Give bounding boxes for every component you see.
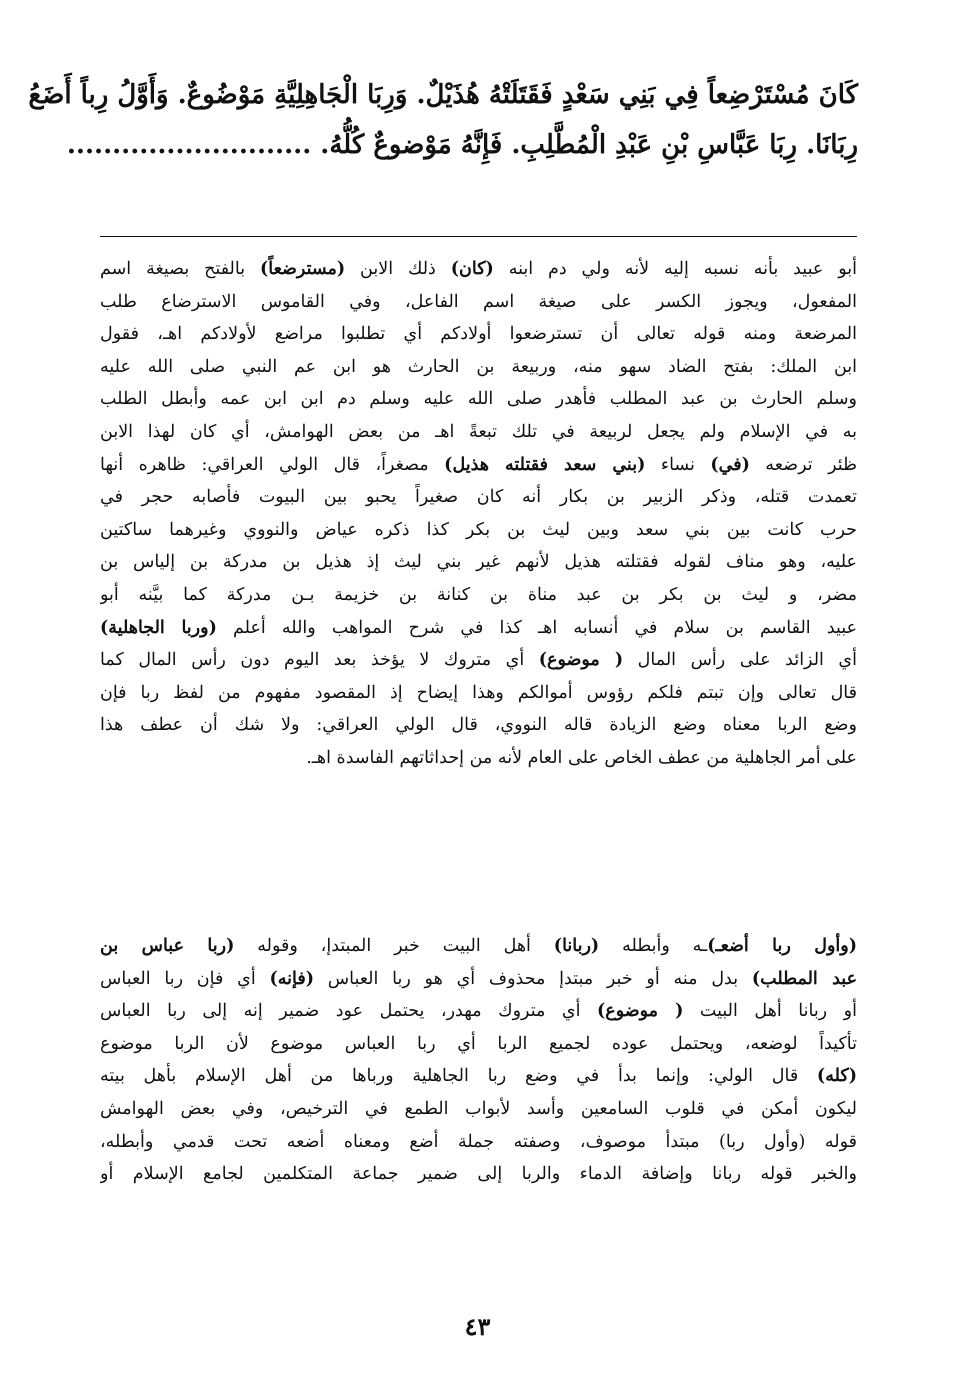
bold-quote-segment: ( موضوع) [538, 650, 624, 671]
text-segment: بالفتح بصيغة اسم [100, 259, 260, 279]
bold-quote-segment: (وربا الجاهلية) [100, 617, 217, 638]
bold-quote-segment: (وأول ربا أضعـ) [707, 936, 857, 956]
text-segment: ـه وأبطله [599, 936, 708, 956]
text-segment: عليه، وهو مناف لقوله فقتلته هذيل لأنهم غير بني ليث إذ هذيل بن مدركة بن إلياس بن [100, 552, 857, 573]
text-segment: أي الزائد على رأس المال [623, 650, 857, 671]
text-segment: وسلم الحارث بن عبد المطلب فأهدر صلى الله عليه وسلم دم ابن ابن عمه وأبطل الطلب [100, 389, 857, 410]
text-line [28, 70, 858, 120]
text-segment: عبيد القاسم بن سلام في أنسابه اهـ كذا في شرح المواهب والله أعلم [216, 617, 857, 638]
text-segment: رِبَانَا. رِبَا عَبَّاسِ بْنِ عَبْدِ الْمُطَّلِبِ. فَإِنَّهُ مَوْضوعٌ كُلُّهُ. ........................... [66, 130, 858, 160]
text-line [100, 351, 857, 384]
text-line [100, 546, 857, 579]
bold-quote-segment: (مسترضعاً) [260, 259, 346, 279]
text-segment: بدل منه أو خبر مبتدإ محذوف أي هو ربا العباس [313, 968, 752, 989]
text-segment: أو ربانا أهل البيت [683, 1001, 857, 1022]
text-segment: وضع الربا معناه وضع الزيادة قاله النووي، قال الولي العراقي: ولا شك أن عطف هذا [100, 715, 857, 736]
bold-quote-segment: (كان) [450, 259, 494, 279]
text-segment: تعمدت قتله، وذكر الزبير بن بكار أنه كان صغيراً يحبو بين البيوت فأصابه حجر في [100, 487, 857, 508]
text-line [100, 742, 857, 775]
commentary-paragraph-2 [100, 930, 857, 1191]
text-line [100, 930, 857, 963]
text-segment: أهل البيت خبر المبتدإ، وقوله [234, 936, 554, 956]
text-segment: نساء [645, 454, 711, 475]
text-line [66, 120, 858, 170]
text-line [100, 514, 857, 547]
text-segment: قوله (وأول ربا) مبتدأ موصوف، وصفته جملة أضع ومعناه أضعه تحت قدمي وأبطله، [100, 1131, 857, 1152]
bold-quote-segment: (ربا عباس بن [100, 936, 235, 956]
text-segment: كَانَ مُسْتَرْضِعاً فِي بَنِي سَعْدٍ فَقَتَلَتْهُ هُذَيْلٌ. وَرِبَا الْجَاهِلِيَّةِ مَوْضُوعٌ. وَأَوَّلُ رِباً أَضَعُ [28, 80, 858, 110]
text-segment: قال الولي: وإنما بدأ في وضع ربا الجاهلية ورباها من أهل الإسلام بأهل بيته [100, 1066, 817, 1087]
text-line [100, 612, 857, 645]
text-segment: قال تعالى وإن تبتم فلكم رؤوس أموالكم وهذا إيضاح إذ المقصود مفهوم من لفظ ربا فإن [100, 682, 857, 703]
page-number: ٤٣ [464, 1312, 491, 1341]
text-line [100, 963, 857, 996]
bold-quote-segment: عبد المطلب) [751, 968, 857, 989]
text-line [100, 1126, 857, 1159]
text-line [100, 383, 857, 416]
bold-quote-segment: (بني سعد فقتلته هذيل) [444, 454, 646, 475]
text-line [100, 481, 857, 514]
text-segment: المرضعة ومنه قوله تعالى أن تسترضعوا أولادكم أي تطلبوا مراضع لأولادكم اهـ، فقول [100, 324, 857, 345]
text-line [100, 709, 857, 742]
text-line [100, 1158, 857, 1191]
footnote-divider [100, 236, 857, 237]
text-line [100, 253, 857, 286]
bold-quote-segment: (كله) [816, 1066, 857, 1087]
text-line [100, 1028, 857, 1061]
text-segment: ليكون أمكن في قلوب السامعين وأسد لأبواب الطمع في الترخيص، وفي بعض الهوامش [100, 1098, 857, 1119]
text-line [100, 579, 857, 612]
text-segment: ابن الملك: بفتح الضاد سهو منه، وربيعة بن الحارث هو ابن عم النبي صلى الله عليه [100, 356, 857, 377]
text-segment: حرب كانت بين بني سعد وبين ليث بن بكر كذا ذكره عياض والنووي وغيرهما ساكتين [100, 519, 857, 540]
text-segment: أي متروك مهدر، يحتمل عود ضمير إنه إلى ربا العباس [100, 1001, 597, 1022]
text-segment: أي متروك لا يؤخذ بعد اليوم دون رأس المال كما [100, 650, 539, 671]
text-segment: ذلك الابن [345, 259, 451, 279]
text-segment: أبو عبيد بأنه نسبه إليه لأنه ولي دم ابنه [493, 259, 857, 279]
text-segment: مصغراً، قال الولي العراقي: ظاهره أنها [100, 454, 445, 475]
text-line [100, 644, 857, 677]
text-line [100, 1093, 857, 1126]
bold-quote-segment: (في) [710, 454, 750, 475]
text-segment: المفعول، ويجوز الكسر على صيغة اسم الفاعل، وفي القاموس الاسترضاع طلب [100, 291, 857, 312]
bold-quote-segment: (ربانا) [553, 936, 600, 956]
bold-quote-segment: ( موضوع) [597, 1001, 684, 1022]
text-segment: مضر، و ليث بن بكر بن عبد مناة بن كنانة بن خزيمة بـن مدركة كما بيَّنه أبو [100, 584, 857, 605]
text-line [100, 416, 857, 449]
text-line [100, 286, 857, 319]
text-line [100, 1060, 857, 1093]
text-line [100, 677, 857, 710]
text-segment: تأكيداً لوضعه، ويحتمل عوده لجميع الربا أي ربا العباس موضوع لأن الربا موضوع [100, 1033, 857, 1054]
text-line [100, 449, 857, 482]
text-line [100, 318, 857, 351]
text-segment: والخبر قوله ربانا وإضافة الدماء والربا إلى ضمير جماعة المتكلمين لجامع الإسلام أو [100, 1164, 857, 1185]
text-segment: على أمر الجاهلية من عطف الخاص على العام لأنه من إحداثاتهم الفاسدة اهـ. [306, 747, 857, 768]
text-segment: ظئر ترضعه [749, 454, 857, 475]
text-segment: أي فإن ربا العباس [100, 968, 270, 989]
bold-quote-segment: (فإنه) [269, 968, 314, 989]
main-hadith-text [28, 70, 858, 170]
text-line [100, 995, 857, 1028]
commentary-paragraph-1 [100, 253, 857, 775]
text-segment: به في الإسلام ولم يجعل لربيعة في تلك تبعةً اهـ من بعض الهوامش، أي كان لهذا الابن [100, 421, 857, 442]
